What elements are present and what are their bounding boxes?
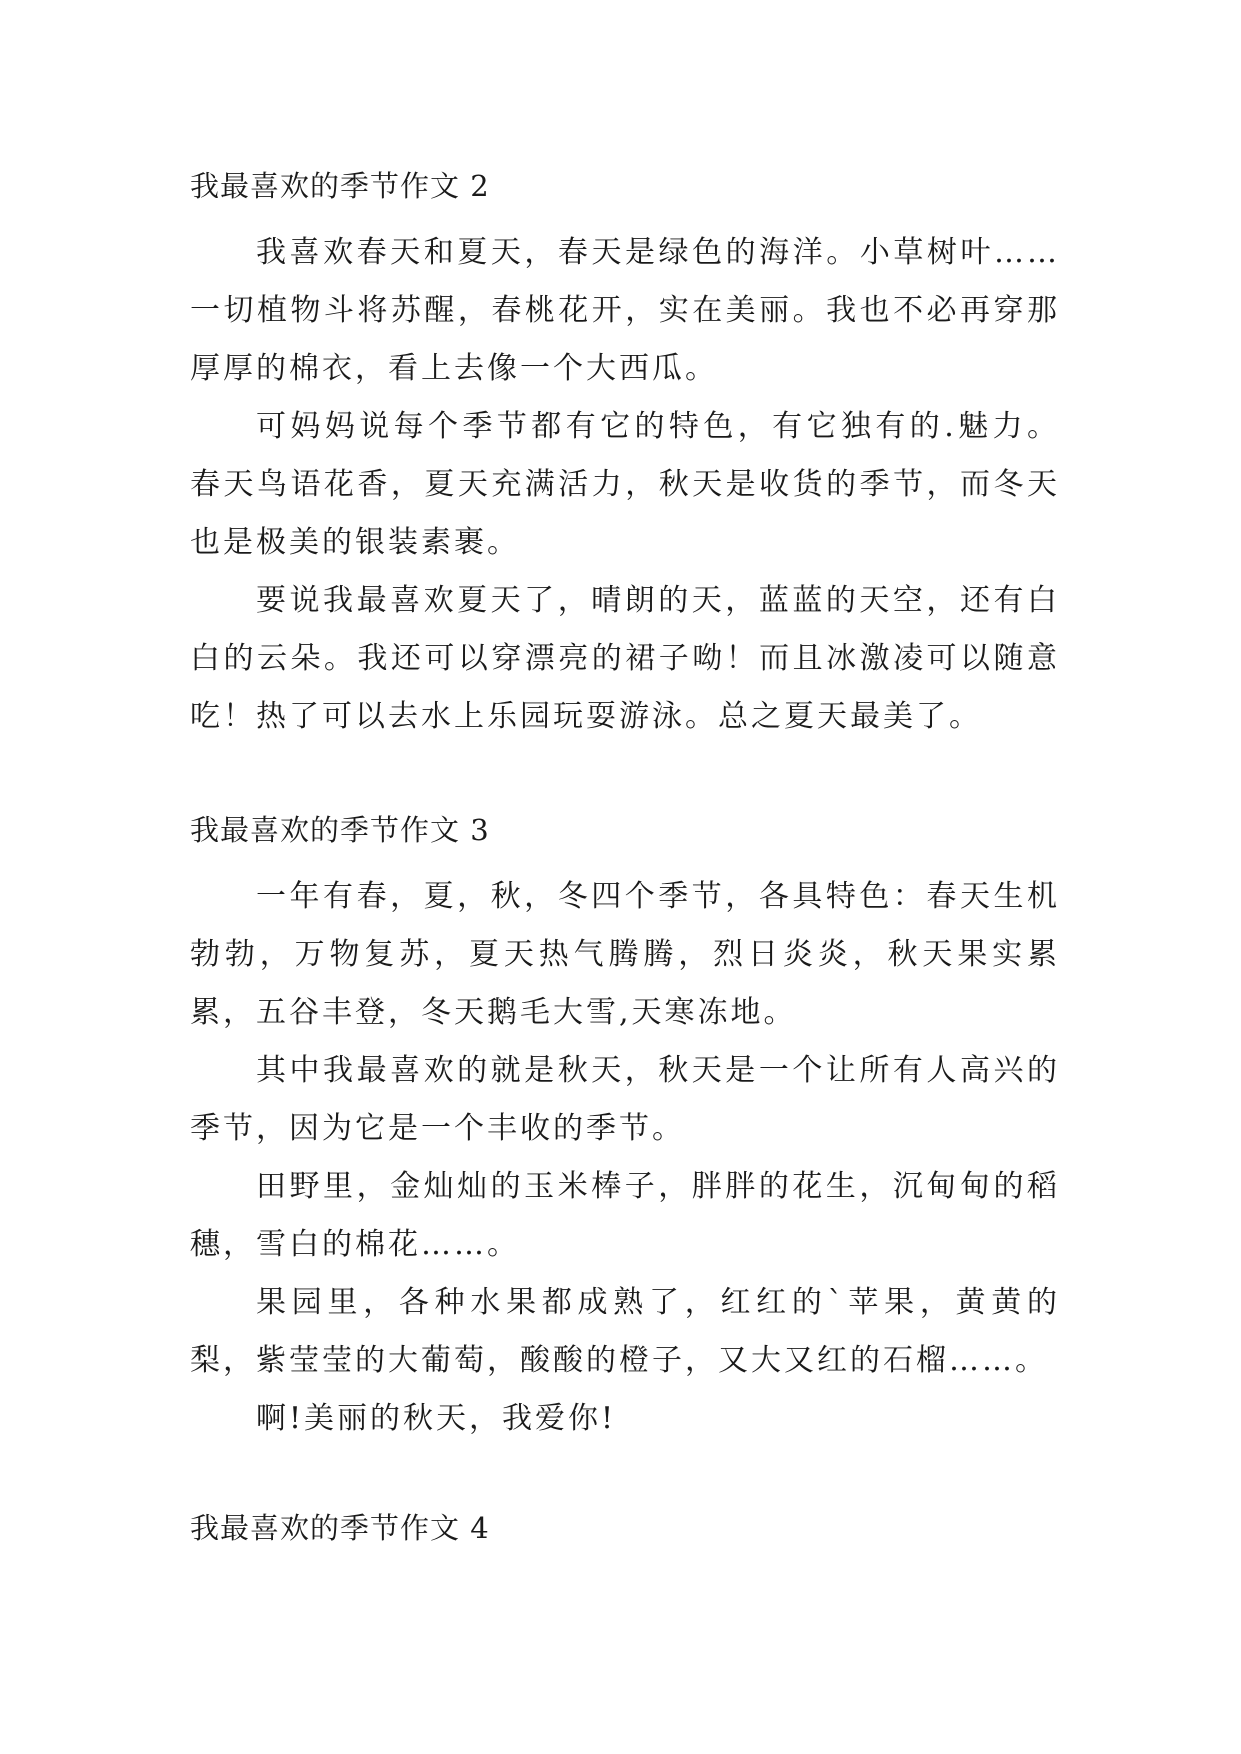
essay-paragraph: 果园里，各种水果都成熟了，红红的`苹果，黄黄的梨，紫莹莹的大葡萄，酸酸的橙子，又大又红的石榴……。: [190, 1285, 1060, 1378]
essay-paragraph: 其中我最喜欢的就是秋天，秋天是一个让所有人高兴的季节，因为它是一个丰收的季节。: [190, 1053, 1060, 1146]
title-spacer: [190, 850, 1060, 868]
essay-paragraph: 我喜欢春天和夏天，春天是绿色的海洋。小草树叶……一切植物斗将苏醒，春桃花开，实在美丽。我也不必再穿那厚厚的棉衣，看上去像一个大西瓜。: [190, 235, 1060, 386]
essay-paragraph: 要说我最喜欢夏天了，晴朗的天，蓝蓝的天空，还有白白的云朵。我还可以穿漂亮的裙子呦！而且冰激凌可以随意吃！热了可以去水上乐园玩耍游泳。总之夏天最美了。: [190, 583, 1060, 734]
essay-paragraph: 可妈妈说每个季节都有它的特色，有它独有的.魅力。春天鸟语花香，夏天充满活力，秋天是收货的季节，而冬天也是极美的银装素裹。: [190, 409, 1060, 560]
essay-section: [190, 1508, 1060, 1548]
essay-section: [190, 810, 1060, 1448]
essay-title: 我最喜欢的季节作文 3: [190, 813, 490, 847]
essay-title: 我最喜欢的季节作文 2: [190, 169, 490, 203]
essay-paragraph: 田野里，金灿灿的玉米棒子，胖胖的花生，沉甸甸的稻穗，雪白的棉花……。: [190, 1169, 1060, 1262]
essay-paragraph: 啊!美丽的秋天，我爱你!: [256, 1401, 617, 1436]
title-spacer: [190, 206, 1060, 224]
essay-paragraph: 一年有春，夏，秋，冬四个季节，各具特色：春天生机勃勃，万物复苏，夏天热气腾腾，烈日炎炎，秋天果实累累，五谷丰登，冬天鹅毛大雪,天寒冻地。: [190, 879, 1060, 1030]
essay-title: 我最喜欢的季节作文 4: [190, 1511, 490, 1545]
essay-section: [190, 166, 1060, 746]
